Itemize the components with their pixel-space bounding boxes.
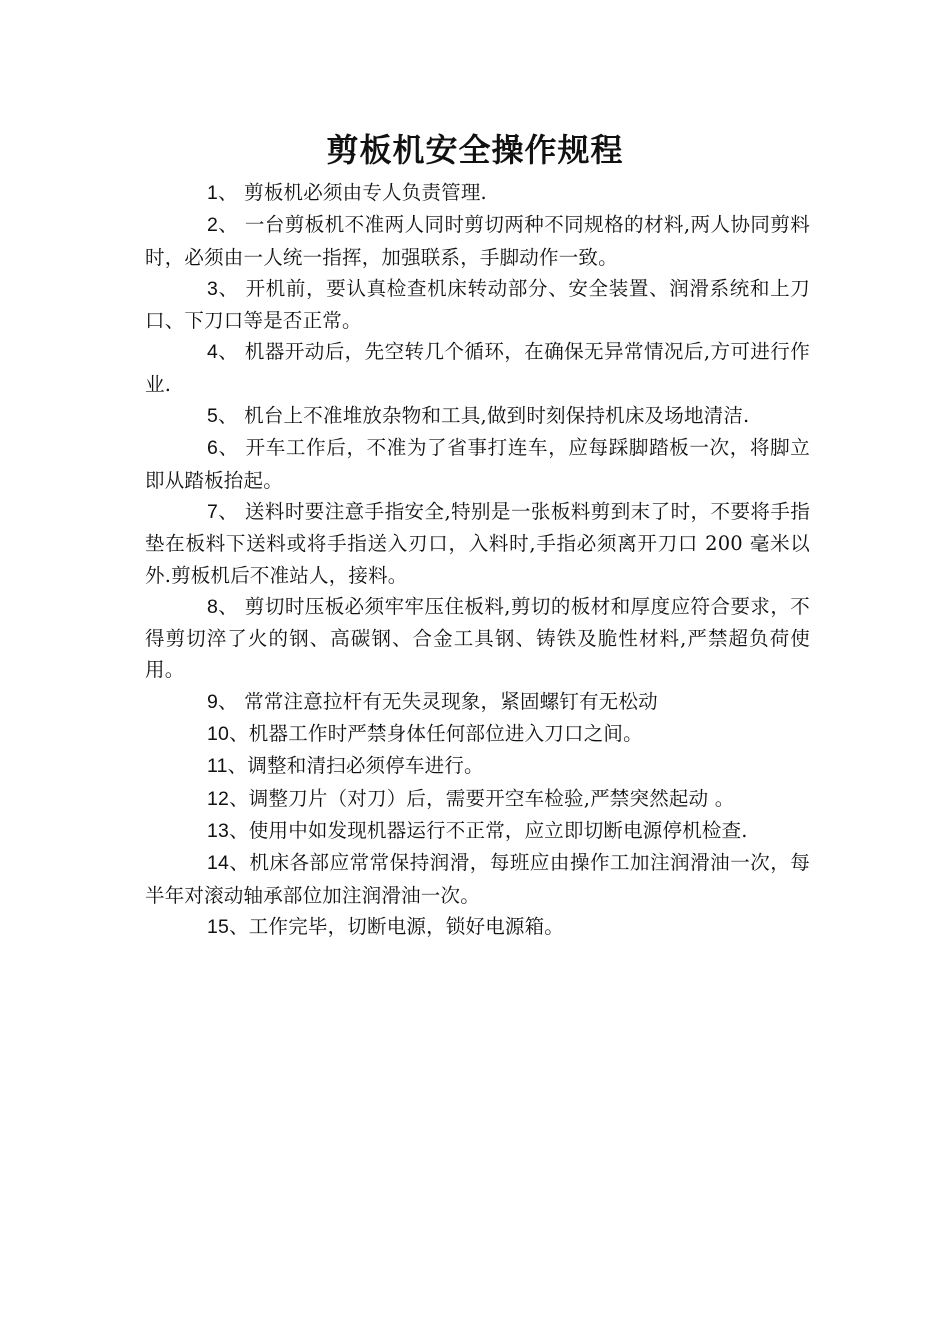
rule-text: 剪板机必须由专人负责管理.: [237, 181, 487, 204]
rule-text: 使用中如发现机器运行不正常，应立即切断电源停机检查.: [248, 818, 748, 842]
rule-item: [145, 591, 810, 686]
rule-text: 剪切时压板必须牢牢压住板料,剪切的板材和厚度应符合要求，不得剪切淬了火的钢、高碳钢、合金工具钢、铸铁及脆性材料,严禁超负荷使用。: [145, 594, 811, 682]
rule-text: 送料时要注意手指安全,特别是一张板料剪到末了时，不要将手指垫在板料下送料或将手指送入刃口，入料时,手指必须离开刀口 200 毫米以外.剪板机后不准站人，接料。: [145, 499, 811, 587]
rule-number: 5、: [207, 405, 238, 428]
rule-number: 3、: [207, 277, 239, 300]
rule-item: [145, 750, 810, 782]
rule-item: [145, 686, 810, 718]
rule-number: 7、: [207, 500, 239, 523]
rule-item: [145, 336, 810, 400]
rule-item: [145, 209, 810, 273]
rule-text: 一台剪板机不准两人同时剪切两种不同规格的材料,两人协同剪料时，必须由一人统一指挥，加强联系，手脚动作一致。: [145, 213, 811, 269]
rule-text: 机器开动后，先空转几个循环，在确保无异常情况后,方可进行作业.: [145, 340, 811, 396]
rule-number: 13、: [207, 819, 249, 842]
rule-number: 1、: [207, 182, 238, 204]
rule-item: [145, 783, 810, 815]
rule-text: 调整和清扫必须停车进行。: [247, 754, 484, 778]
rule-item: [145, 400, 810, 432]
rule-number: 15、: [207, 915, 249, 938]
rule-item: [145, 496, 810, 591]
rule-item: [145, 911, 810, 943]
page-title: 剪板机安全操作规程: [326, 131, 624, 169]
rule-number: 9、: [207, 690, 238, 713]
rule-item: [145, 177, 810, 209]
rule-number: 4、: [207, 341, 239, 364]
rule-number: 6、: [207, 437, 239, 460]
rule-item: [145, 273, 810, 337]
rule-text: 调整刀片（对刀）后，需要开空车检验,严禁突然起动 。: [248, 786, 735, 810]
rule-text: 开机前，要认真检查机床转动部分、安全装置、润滑系统和上刀口、下刀口等是否正常。: [145, 276, 811, 333]
rule-item: [145, 847, 810, 911]
rule-text: 常常注意拉杆有无失灵现象，紧固螺钉有无松动: [237, 689, 658, 713]
rule-item: [145, 432, 810, 496]
rules-list: [145, 177, 810, 943]
rule-number: 12、: [207, 787, 249, 810]
rule-number: 8、: [207, 595, 239, 618]
rule-text: 工作完毕，切断电源，锁好电源箱。: [248, 914, 564, 938]
rule-number: 11、: [207, 755, 248, 778]
rule-number: 10、: [207, 723, 249, 746]
rule-number: 14、: [207, 852, 250, 875]
rule-item: [145, 815, 810, 847]
rule-number: 2、: [207, 214, 239, 237]
rule-item: [145, 718, 810, 750]
rule-text: 机床各部应常常保持润滑，每班应由操作工加注润滑油一次，每半年对滚动轴承部位加注润滑油一次。: [145, 851, 810, 907]
rule-text: 开车工作后，不准为了省事打连车，应每踩脚踏板一次，将脚立即从踏板抬起。: [145, 436, 811, 492]
rule-text: 机器工作时严禁身体任何部位进入刀口之间。: [248, 722, 643, 746]
rule-text: 机台上不准堆放杂物和工具,做到时刻保持机床及场地清洁.: [237, 404, 750, 428]
